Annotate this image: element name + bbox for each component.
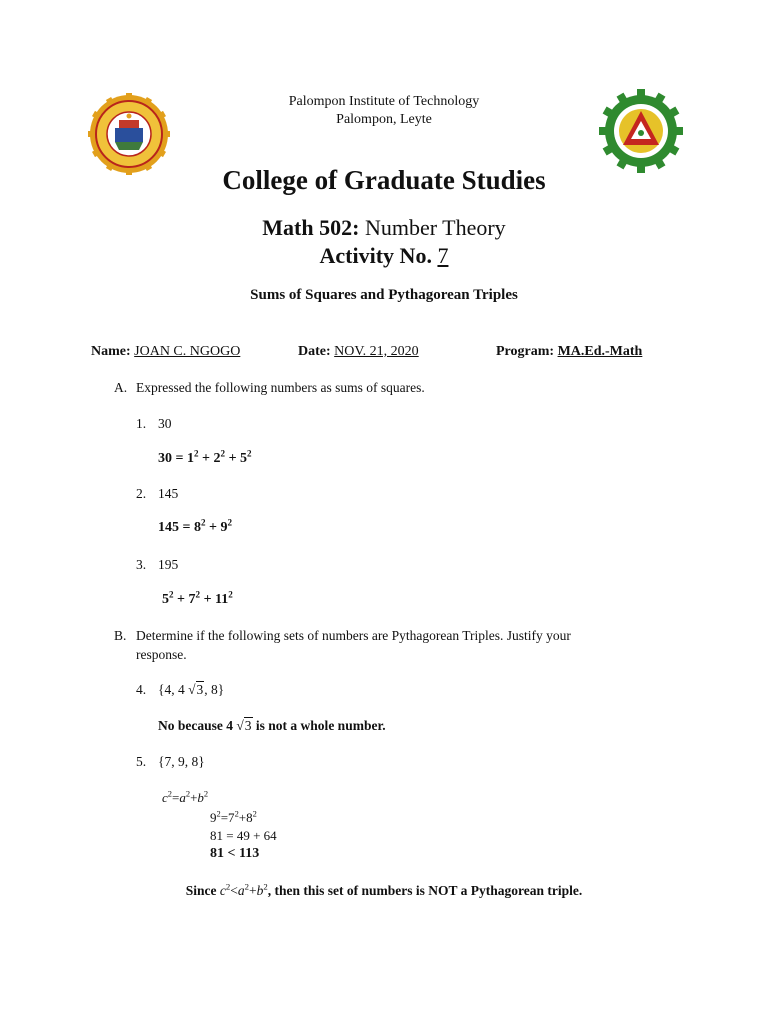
name-label: Name: xyxy=(91,344,131,359)
activity-number: 7 xyxy=(437,243,449,268)
section-b-instruction-line2: response. xyxy=(136,647,187,662)
activity-prefix: Activity No. xyxy=(319,243,432,268)
institution-name: Palompon Institute of Technology xyxy=(288,94,480,109)
course-title xyxy=(0,215,768,241)
name-field xyxy=(91,344,240,360)
date-label: Date: xyxy=(298,344,331,359)
item-3-number: 3. xyxy=(136,557,147,572)
conclusion xyxy=(0,883,768,899)
institution-location: Palompon, Leyte xyxy=(336,112,432,127)
item-1-answer: $30 = 1^2 + 2^2 + 5^2$ xyxy=(158,448,252,466)
item-4-number: 4. xyxy=(136,682,147,697)
course-code: Math 502: xyxy=(262,215,360,240)
college-title: College of Graduate Studies xyxy=(222,165,546,195)
program-field xyxy=(496,344,642,360)
item-2-answer: $145 = 8^2 + 9^2$ xyxy=(158,517,233,535)
item-3-answer: $5^2 + 7^2 + 11^2$ xyxy=(162,589,233,607)
step-evaluation: 81 = 49 + 64 xyxy=(210,828,277,843)
section-a-instruction: Expressed the following numbers as sums of squares. xyxy=(136,380,425,395)
item-4-answer-pre: No because 4 xyxy=(158,718,233,733)
item-4-value xyxy=(158,682,224,698)
conclusion-pre: Since xyxy=(185,883,220,898)
date-value: NOV. 21, 2020 xyxy=(334,344,419,359)
pythagorean-formula: $c^2=a^2+b^2$ xyxy=(162,788,209,805)
item-2-value: 145 xyxy=(158,486,179,501)
section-b-letter: B. xyxy=(114,628,127,643)
item-2-number: 2. xyxy=(136,486,147,501)
item-4-answer-radicand: 3 xyxy=(244,718,252,733)
sqrt-symbol: √3 xyxy=(236,718,252,733)
item-5-number: 5. xyxy=(136,754,147,769)
name-value: JOAN C. NGOGO xyxy=(134,344,241,359)
item-4-radicand: 3 xyxy=(196,682,204,697)
step-comparison: 81 < 113 xyxy=(210,846,260,861)
inequality-expression: $c^2<a^2+b^2$ xyxy=(219,881,268,898)
section-a-letter: A. xyxy=(114,380,128,395)
section-b-instruction-line1: Determine if the following sets of numbers are Pythagorean Triples. Justify your xyxy=(136,628,571,643)
item-4-answer xyxy=(158,718,386,734)
item-4-open: {4, 4 xyxy=(158,682,185,697)
program-value: MA.Ed.-Math xyxy=(557,344,643,359)
step-substitution: $9^2=7^2+8^2$ xyxy=(210,808,257,825)
item-5-value: {7, 9, 8} xyxy=(158,754,205,769)
item-4-answer-post: is not a whole number. xyxy=(252,718,386,733)
item-1-value: 30 xyxy=(158,416,172,431)
topic-title: Sums of Squares and Pythagorean Triples xyxy=(250,287,518,303)
conclusion-post: , then this set of numbers is NOT a Pythagorean triple. xyxy=(267,883,583,898)
course-name: Number Theory xyxy=(364,215,506,240)
activity-title xyxy=(0,243,768,269)
sqrt-symbol: √3 xyxy=(188,682,204,697)
date-field xyxy=(298,344,419,360)
item-4-close: , 8} xyxy=(204,682,225,697)
item-1-number: 1. xyxy=(136,416,147,431)
item-3-value: 195 xyxy=(158,557,179,572)
program-label: Program: xyxy=(496,344,555,359)
